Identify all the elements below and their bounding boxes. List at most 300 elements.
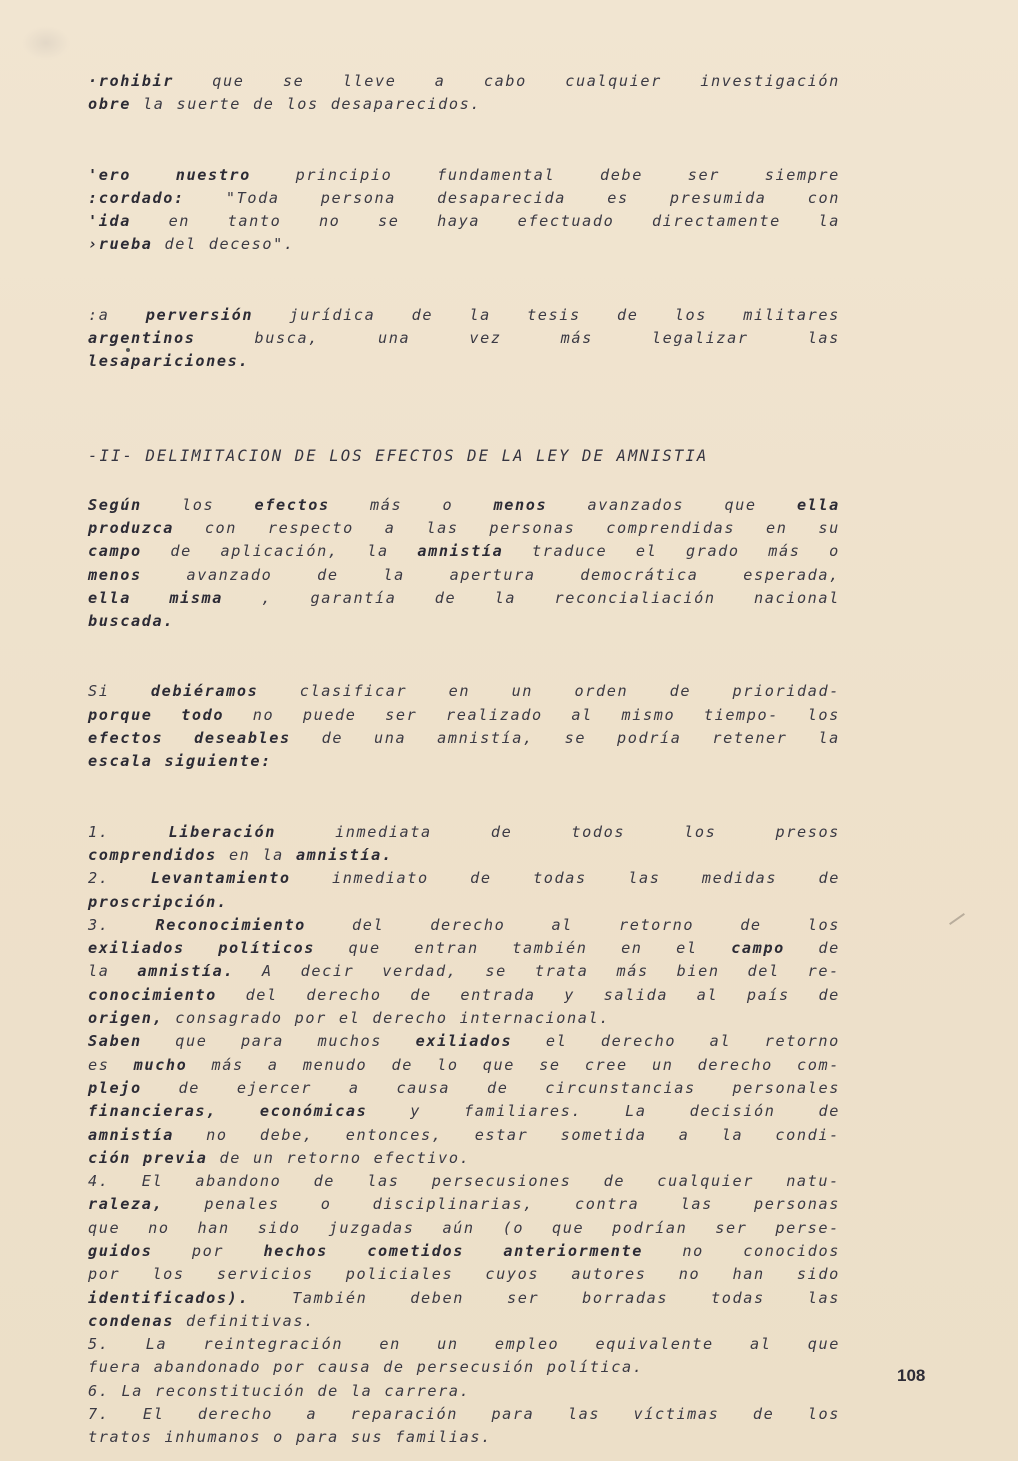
word: el [545, 1032, 568, 1051]
word: se [564, 729, 587, 748]
word: las [567, 1405, 601, 1424]
word: de [321, 729, 344, 748]
word: 'ida [88, 212, 131, 231]
word: causa [317, 1358, 372, 1377]
word: de [490, 822, 513, 841]
word: derecho [600, 1032, 677, 1051]
text-line [88, 517, 840, 540]
word: reconstitución [155, 1381, 306, 1400]
text-line [88, 1287, 840, 1310]
word: juzgadas [328, 1218, 415, 1237]
word: origen, [88, 1009, 164, 1028]
word: estar [474, 1125, 529, 1144]
word: , [261, 588, 273, 607]
word: a [384, 518, 396, 537]
word: de [470, 869, 492, 888]
word: más [211, 1055, 244, 1074]
word: más [616, 962, 649, 981]
word: derecho [197, 1405, 274, 1424]
word: ·rohibir [88, 72, 174, 90]
word: un [651, 1055, 674, 1074]
word: a [306, 1405, 318, 1424]
page-number: 108 [897, 1366, 926, 1385]
word: conocidos [743, 1241, 840, 1260]
word: decir [300, 962, 355, 981]
word: entran [414, 939, 479, 958]
word: para [241, 1032, 285, 1051]
word: no [682, 1241, 704, 1260]
word: autores [571, 1265, 647, 1284]
word: de [669, 682, 692, 701]
pencil-mark [949, 913, 965, 925]
word: en [448, 682, 471, 701]
word: La [625, 1102, 647, 1121]
word: las [807, 1288, 840, 1307]
word: Liberación [168, 822, 276, 841]
text-line [88, 1170, 840, 1193]
word: avanzados [587, 495, 685, 514]
word: económicas [259, 1102, 368, 1121]
word: avanzado [186, 565, 273, 584]
word: inmediata [335, 822, 432, 841]
word: la [494, 588, 517, 607]
paper-stain [22, 26, 70, 60]
text-line [88, 1380, 840, 1403]
word: cree [584, 1055, 628, 1074]
word: reconcialiación [554, 588, 716, 607]
word: directamente [651, 212, 781, 231]
word: por [191, 1241, 225, 1260]
word: de [313, 1172, 336, 1191]
text-line [88, 704, 840, 727]
word: grado [685, 542, 740, 561]
word: abandono [195, 1172, 282, 1191]
word: la [818, 212, 840, 231]
word: cuyos [485, 1265, 540, 1284]
word: de [317, 565, 339, 584]
text-line [88, 187, 840, 210]
word: la [350, 1381, 373, 1400]
word: financieras, [88, 1102, 217, 1121]
word: una [374, 729, 407, 748]
word: verdad, [382, 962, 458, 981]
word: cabo [483, 72, 527, 90]
word: clasificar [299, 682, 408, 701]
word: presos [775, 822, 840, 841]
word: comprendidos [88, 845, 217, 864]
word: no [678, 1265, 701, 1284]
word: efectivo. [373, 1148, 471, 1167]
text-line [88, 960, 840, 983]
word: entonces, [345, 1125, 443, 1144]
word: argentinos [88, 329, 196, 348]
word: persecusiones [431, 1172, 572, 1191]
word: escala [88, 752, 153, 771]
word: prioridad- [732, 682, 840, 701]
word: exiliados [88, 939, 185, 958]
text-line [88, 233, 840, 256]
word: de [818, 985, 840, 1004]
text-line [88, 93, 840, 116]
word: mismo [621, 705, 676, 724]
text-line [88, 1263, 840, 1286]
word: internacional. [459, 1009, 611, 1028]
word: el [676, 939, 698, 958]
word: de [178, 1078, 201, 1097]
text-line [88, 1426, 840, 1449]
word: no [252, 705, 275, 724]
word: o [273, 1428, 284, 1447]
word: empleo [494, 1335, 560, 1354]
word: a [434, 72, 446, 90]
word: realizado [446, 705, 543, 724]
word: 3. [88, 915, 110, 934]
word: familias. [395, 1428, 492, 1447]
text-line [88, 867, 840, 890]
word: también [512, 939, 588, 958]
word: al [571, 705, 593, 724]
word: no [148, 1218, 170, 1237]
word: :cordado: [88, 188, 185, 207]
word: haya [437, 212, 481, 231]
document-body [88, 70, 840, 1450]
text-line [88, 750, 840, 773]
word: respecto [267, 518, 354, 537]
word: de [603, 1172, 626, 1191]
word: guidos [88, 1241, 153, 1260]
word: porque [88, 705, 153, 724]
word: su [818, 518, 840, 537]
word: 2. [88, 869, 110, 888]
word: política. [546, 1358, 644, 1377]
text-line [88, 1240, 840, 1263]
word: han [197, 1218, 230, 1237]
word: todas [711, 1288, 765, 1307]
numbered-list [88, 821, 840, 1450]
word: se [485, 962, 507, 981]
word: disciplinarias, [372, 1195, 534, 1214]
word: que [482, 1055, 515, 1074]
word: 'ero [88, 165, 131, 184]
text-line [88, 210, 840, 233]
word: cometidos [367, 1241, 464, 1260]
word: esperada, [743, 565, 840, 584]
paragraph-perversion [88, 304, 840, 374]
word: aplicación, [220, 542, 339, 561]
word: sido [257, 1218, 301, 1237]
word: por [294, 1009, 327, 1028]
word: y [564, 985, 575, 1004]
word: Levantamiento [150, 869, 291, 888]
text-line [88, 494, 840, 517]
word: que [551, 1218, 585, 1237]
word: carrera. [384, 1381, 471, 1400]
word: vez [469, 329, 502, 348]
word: proscripción. [88, 892, 228, 911]
word: El [141, 1172, 164, 1191]
text-line [88, 1356, 840, 1379]
text-line [88, 350, 840, 373]
word: retorno [764, 1032, 840, 1051]
word: ella [796, 495, 840, 514]
word: en [621, 939, 643, 958]
word: personas [489, 518, 576, 537]
word: tesis [527, 305, 581, 324]
word: (o [502, 1218, 525, 1237]
word: debiéramos [150, 682, 259, 701]
text-line [88, 610, 840, 633]
word: las [807, 329, 840, 348]
word: derecho [430, 915, 506, 934]
word: 7. [88, 1405, 110, 1424]
word: un [437, 1335, 459, 1354]
paragraph-segun [88, 494, 840, 634]
word: los [152, 1265, 185, 1284]
word: los [674, 305, 707, 324]
word: sus [350, 1428, 384, 1447]
word: exiliados [415, 1032, 513, 1051]
word: no [206, 1125, 228, 1144]
word: perse- [775, 1218, 840, 1237]
word: podrían [612, 1218, 688, 1237]
word: La [121, 1381, 143, 1400]
word: la [818, 729, 840, 748]
text-line [88, 1054, 840, 1077]
word: los [286, 95, 319, 114]
word: a [678, 1125, 690, 1144]
word: las [367, 1172, 400, 1191]
word: tiempo- [703, 705, 780, 724]
word: A [262, 962, 273, 981]
word: de [391, 1055, 413, 1074]
word: desaparecidos. [330, 95, 482, 114]
word: medidas [701, 869, 778, 888]
paragraph-clasificar [88, 680, 840, 773]
text-line [88, 164, 840, 187]
word: retorno [286, 1148, 362, 1167]
word: reparación [350, 1405, 459, 1424]
word: persecusión [416, 1358, 535, 1377]
word: El [142, 1405, 165, 1424]
word: ella [88, 588, 131, 607]
word: :a [88, 305, 110, 324]
word: comprendidas [606, 518, 736, 537]
text-line [88, 680, 840, 703]
word: natu- [786, 1172, 840, 1191]
word: las [426, 518, 459, 537]
word: no [318, 212, 341, 231]
word: lleve [342, 72, 397, 90]
word: víctimas [633, 1405, 720, 1424]
paragraph-principio [88, 164, 840, 257]
word: ejercer [236, 1078, 313, 1097]
word: de [617, 305, 639, 324]
word: que [175, 1032, 208, 1051]
text-line [88, 1030, 840, 1053]
word: para [295, 1428, 339, 1447]
word: democrática [580, 565, 699, 584]
word: borradas [582, 1288, 669, 1307]
word: perversión [145, 305, 254, 324]
word: del [164, 235, 197, 254]
word: sido [796, 1265, 840, 1284]
word: plejo [88, 1078, 142, 1097]
word: el [338, 1009, 361, 1028]
word: conocimiento [88, 985, 217, 1004]
word: condi- [775, 1125, 840, 1144]
word: para [491, 1405, 535, 1424]
word: amnistía, [437, 729, 534, 748]
word: puede [302, 705, 357, 724]
word: menos [88, 565, 142, 584]
word: re- [807, 962, 840, 981]
text-line [88, 821, 840, 844]
word: han [732, 1265, 765, 1284]
word: de [219, 1148, 241, 1167]
word: los [181, 495, 215, 514]
word: ser [385, 705, 418, 724]
word: Según [88, 495, 142, 514]
word: la [142, 95, 165, 114]
word: que [212, 72, 245, 90]
word: reintegración [203, 1335, 344, 1354]
word: derecho [306, 985, 382, 1004]
word: ›rueba [88, 235, 153, 254]
text-line [88, 1147, 840, 1170]
word: de [818, 939, 840, 958]
text-line [88, 1310, 840, 1333]
word: menos [493, 495, 548, 514]
word: También [292, 1288, 368, 1307]
word: amnistía. [295, 845, 393, 864]
word: en [228, 845, 251, 864]
word: los [807, 1405, 840, 1424]
word: país [746, 985, 790, 1004]
word: fuera [88, 1358, 142, 1377]
word: cualquier [657, 1172, 754, 1191]
word: lo [437, 1055, 459, 1074]
word: cualquier [565, 72, 662, 90]
word: que [724, 495, 757, 514]
text-line [88, 70, 840, 93]
word: apertura [449, 565, 536, 584]
word: persona [320, 188, 396, 207]
word: podría [617, 729, 682, 748]
text-line [88, 564, 840, 587]
word: personales [732, 1078, 840, 1097]
stray-dot [126, 348, 130, 352]
word: salida [603, 985, 669, 1004]
word: principio [295, 165, 393, 184]
word: deceso". [208, 235, 295, 254]
word: legalizar [651, 329, 749, 348]
word: siempre [764, 165, 840, 184]
word: 5. [88, 1335, 110, 1354]
text-line [88, 587, 840, 610]
word: personas [753, 1195, 840, 1214]
word: la [262, 845, 284, 864]
word: todo [181, 705, 225, 724]
text-line [88, 727, 840, 750]
word: un [252, 1148, 275, 1167]
word: causa [396, 1078, 451, 1097]
word: servicios [216, 1265, 314, 1284]
text-line [88, 914, 840, 937]
word: inhumanos [164, 1428, 262, 1447]
word: efectos [88, 729, 164, 748]
word: o [442, 495, 454, 514]
word: familiares. [463, 1102, 583, 1121]
text-line [88, 1217, 840, 1240]
word: abandonado [153, 1358, 262, 1377]
word: con [807, 188, 840, 207]
word: ción [88, 1148, 131, 1167]
word: todos [571, 822, 626, 841]
word: de [740, 915, 762, 934]
word: más [768, 542, 801, 561]
word: deben [410, 1288, 464, 1307]
word: anteriormente [503, 1241, 644, 1260]
word: muchos [317, 1032, 383, 1051]
word: de [410, 985, 432, 1004]
word: los [807, 705, 840, 724]
word: campo [731, 939, 785, 958]
word: desaparecida [437, 188, 567, 207]
word: de [818, 869, 840, 888]
text-line [88, 1007, 840, 1030]
word: mucho [133, 1055, 188, 1074]
word: de [818, 1102, 840, 1121]
word: en [379, 1335, 401, 1354]
word: Saben [88, 1032, 142, 1051]
word: obre [88, 95, 131, 114]
word: identificados). [88, 1288, 250, 1307]
word: de [486, 1078, 509, 1097]
word: previa [142, 1148, 208, 1167]
word: raleza, [88, 1195, 164, 1214]
word: políticos [218, 939, 315, 958]
word: equivalente [595, 1335, 714, 1354]
word: se [378, 212, 400, 231]
word: más [369, 495, 403, 514]
word: tanto [227, 212, 282, 231]
text-line [88, 1100, 840, 1123]
word: los [684, 822, 717, 841]
section-heading: -II- DELIMITACION DE LOS EFECTOS DE LA LEY DE AMNISTIA [88, 446, 709, 465]
word: bien [676, 962, 720, 981]
word: la [383, 565, 405, 584]
word: Reconocimiento [155, 915, 306, 934]
word: aún [442, 1218, 475, 1237]
word: garantía [310, 588, 397, 607]
word: del [245, 985, 278, 1004]
word: retorno [618, 915, 695, 934]
text-line [88, 1193, 840, 1216]
word: inmediato [332, 869, 429, 888]
text-line [88, 891, 840, 914]
word: derecho [372, 1009, 448, 1028]
word: la [721, 1125, 744, 1144]
word: condenas [88, 1311, 174, 1330]
word: sometida [560, 1125, 647, 1144]
word: hechos [263, 1241, 328, 1260]
word: contra [574, 1195, 640, 1214]
word: las [628, 869, 661, 888]
word: 4. [88, 1172, 110, 1191]
word: del [351, 915, 385, 934]
word: policiales [345, 1265, 454, 1284]
text-line [88, 540, 840, 563]
